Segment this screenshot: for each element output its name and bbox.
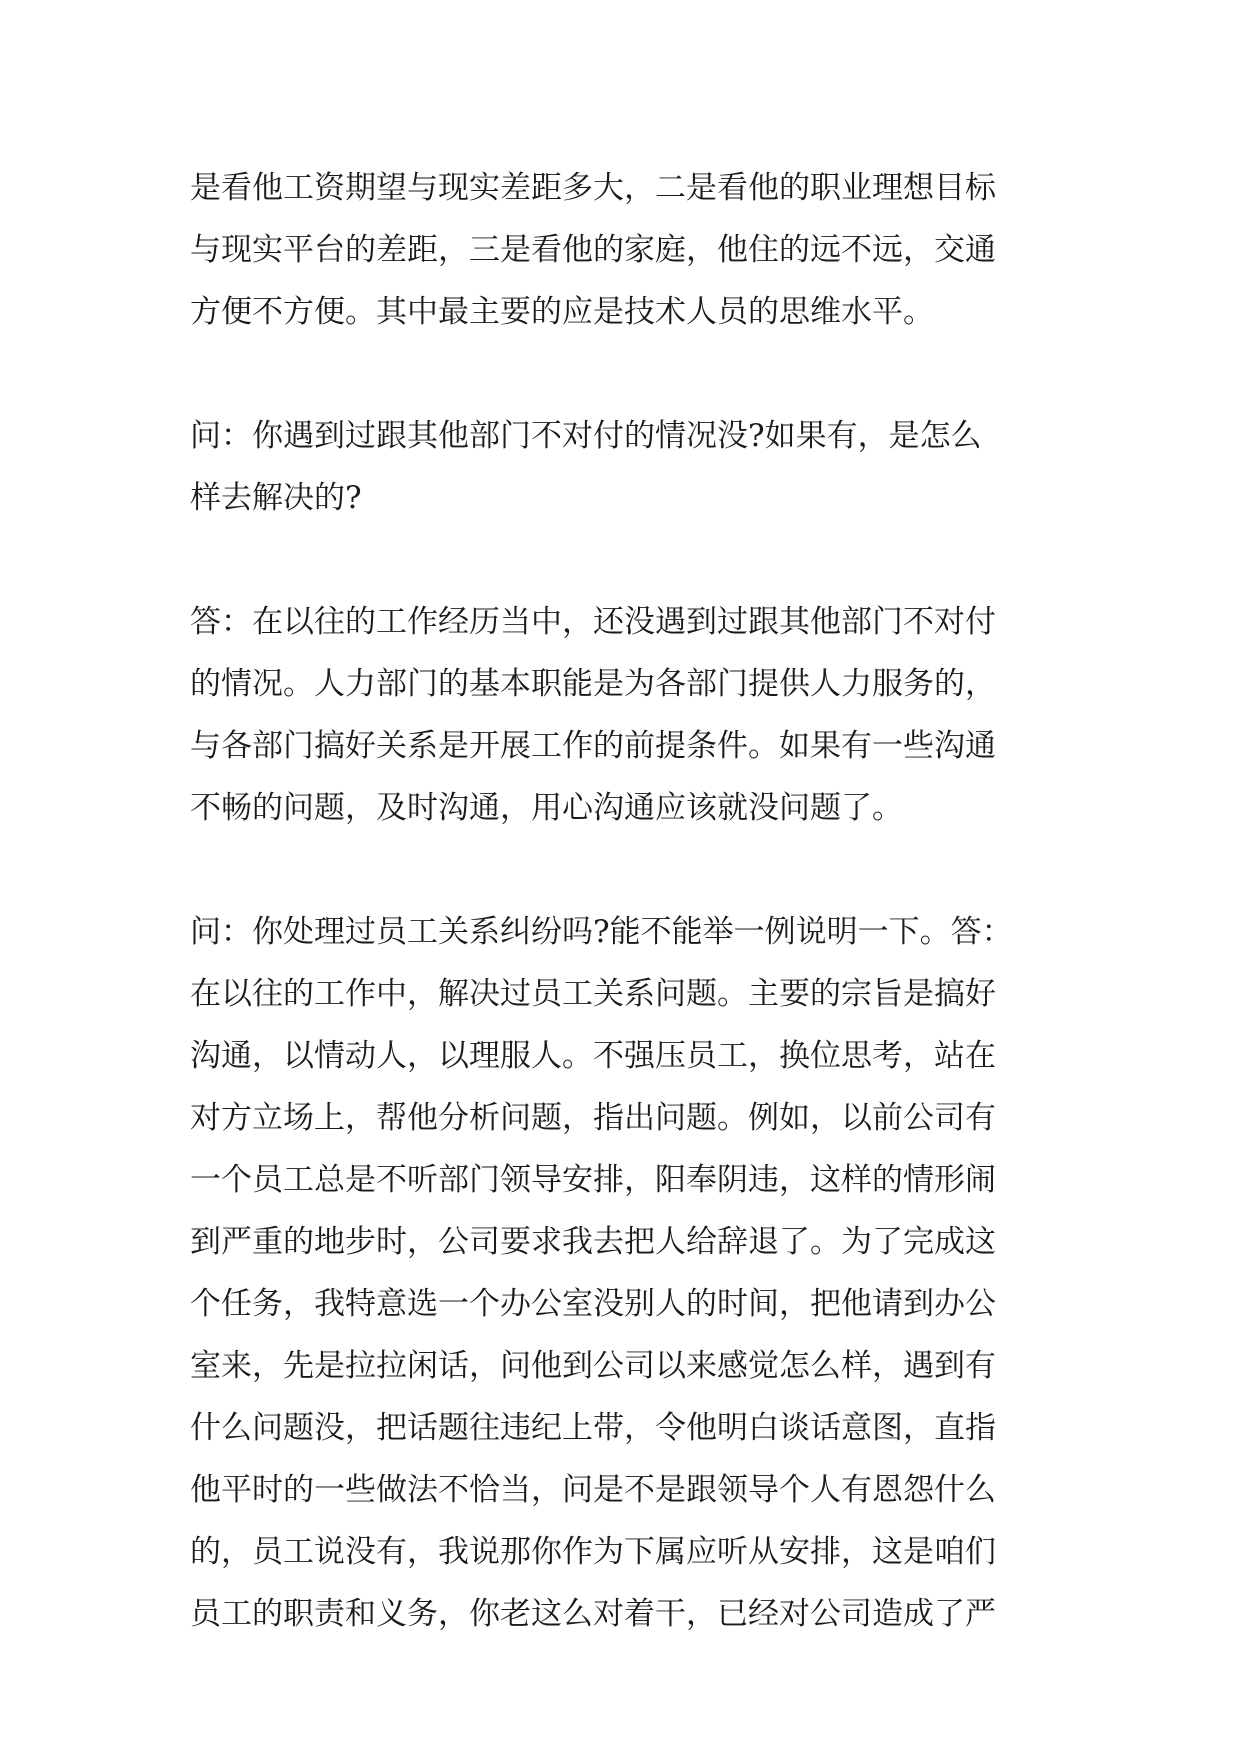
text-line: 个任务，我特意选一个办公室没别人的时间，把他请到办公: [190, 1286, 996, 1322]
paragraph-2: [190, 405, 1070, 529]
text-line: 的情况。人力部门的基本职能是为各部门提供人力服务的，: [190, 666, 996, 702]
text-line: 室来，先是拉拉闲话，问他到公司以来感觉怎么样，遇到有: [190, 1348, 996, 1384]
text-line: 答：在以往的工作经历当中，还没遇到过跟其他部门不对付: [190, 604, 996, 640]
text-line: 一个员工总是不听部门领导安排，阳奉阴违，这样的情形闹: [190, 1162, 996, 1198]
text-line: 在以往的工作中，解决过员工关系问题。主要的宗旨是搞好: [190, 976, 996, 1012]
text-line: 到严重的地步时，公司要求我去把人给辞退了。为了完成这: [190, 1224, 996, 1260]
paragraph-spacer: [190, 343, 1070, 405]
paragraph-spacer: [190, 529, 1070, 591]
text-line: 问：你遇到过跟其他部门不对付的情况没?如果有，是怎么: [190, 418, 982, 454]
text-line: 员工的职责和义务，你老这么对着干，已经对公司造成了严: [190, 1596, 996, 1632]
paragraph-3: [190, 591, 1070, 839]
text-line: 方便不方便。其中最主要的应是技术人员的思维水平。: [190, 294, 934, 330]
body-text: [190, 157, 1070, 1645]
text-line: 的，员工说没有，我说那你作为下属应听从安排，这是咱们: [190, 1534, 996, 1570]
text-line: 与各部门搞好关系是开展工作的前提条件。如果有一些沟通: [190, 728, 996, 764]
text-line: 不畅的问题，及时沟通，用心沟通应该就没问题了。: [190, 790, 903, 826]
paragraph-4: [190, 901, 1070, 1645]
text-line: 他平时的一些做法不恰当，问是不是跟领导个人有恩怨什么: [190, 1472, 996, 1508]
paragraph-spacer: [190, 839, 1070, 901]
text-line: 是看他工资期望与现实差距多大，二是看他的职业理想目标: [190, 170, 996, 206]
text-line: 什么问题没，把话题往违纪上带，令他明白谈话意图，直指: [190, 1410, 996, 1446]
text-line: 沟通，以情动人，以理服人。不强压员工，换位思考，站在: [190, 1038, 996, 1074]
paragraph-1: [190, 157, 1070, 343]
text-line: 样去解决的?: [190, 480, 362, 516]
text-line: 问：你处理过员工关系纠纷吗?能不能举一例说明一下。答：: [190, 914, 1013, 950]
text-line: 与现实平台的差距，三是看他的家庭，他住的远不远，交通: [190, 232, 996, 268]
text-line: 对方立场上，帮他分析问题，指出问题。例如，以前公司有: [190, 1100, 996, 1136]
